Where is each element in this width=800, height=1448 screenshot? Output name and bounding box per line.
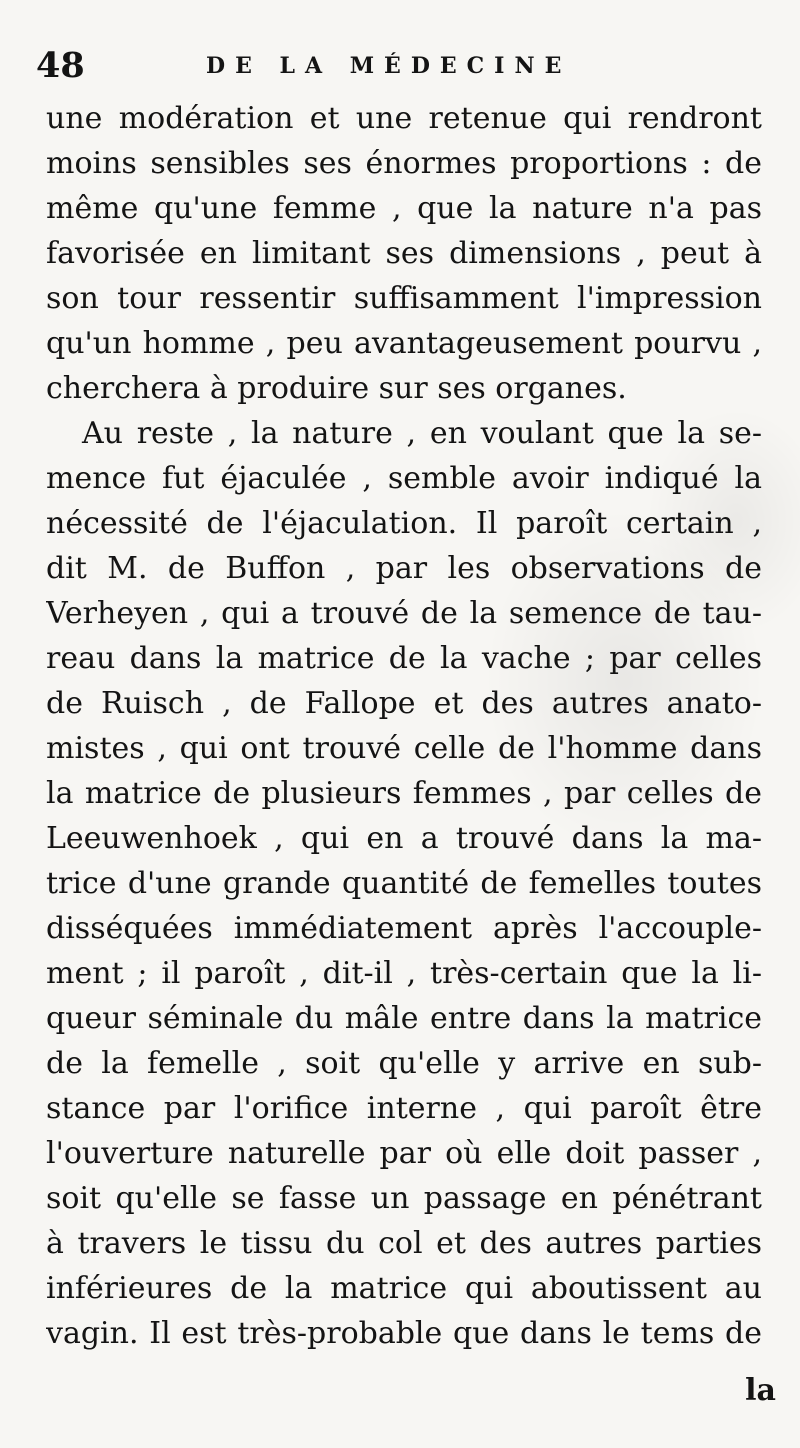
text-line: de la femelle , soit qu'elle y arrive en sub- xyxy=(46,1046,762,1081)
text-line: Au reste , la nature , en voulant que la se- xyxy=(82,416,762,451)
text-line: mistes , qui ont trouvé celle de l'homme dans xyxy=(46,731,762,766)
text-line: reau dans la matrice de la vache ; par celles xyxy=(46,641,762,676)
body-text xyxy=(46,96,762,1356)
text-line: de Ruisch , de Fallope et des autres anato- xyxy=(46,686,762,721)
text-line: l'ouverture naturelle par où elle doit passer , xyxy=(46,1136,762,1171)
text-line: Verheyen , qui a trouvé de la semence de tau- xyxy=(46,596,762,631)
text-line: stance par l'orifice interne , qui paroît être xyxy=(46,1091,762,1126)
text-line: Leeuwenhoek , qui en a trouvé dans la ma- xyxy=(46,821,762,856)
text-line: soit qu'elle se fasse un passage en pénétrant xyxy=(46,1181,762,1216)
text-line: la matrice de plusieurs femmes , par celles de xyxy=(46,776,762,811)
text-line: nécessité de l'éjaculation. Il paroît certain , xyxy=(46,506,762,541)
text-line: trice d'une grande quantité de femelles toutes xyxy=(46,866,762,901)
text-line: à travers le tissu du col et des autres parties xyxy=(46,1226,762,1261)
text-line: qu'un homme , peu avantageusement pourvu , xyxy=(46,326,762,361)
text-line: favorisée en limitant ses dimensions , peut à xyxy=(46,236,762,271)
text-line: cherchera à produire sur ses organes. xyxy=(46,371,627,406)
text-line: même qu'une femme , que la nature n'a pas xyxy=(46,191,762,226)
text-line: vagin. Il est très-probable que dans le tems de xyxy=(46,1316,762,1351)
page-number: 48 xyxy=(36,45,85,86)
text-line: son tour ressentir suffisamment l'impression xyxy=(46,281,762,316)
running-title: DE LA MÉDECINE xyxy=(206,53,572,79)
text-line: inférieures de la matrice qui aboutissent au xyxy=(46,1271,762,1306)
catchword: la xyxy=(745,1373,776,1408)
text-line: une modération et une retenue qui rendront xyxy=(46,101,762,136)
page-header xyxy=(36,44,776,88)
text-line: mence fut éjaculée , semble avoir indiqué la xyxy=(46,461,762,496)
text-line: disséquées immédiatement après l'accouple- xyxy=(46,911,762,946)
text-line: moins sensibles ses énormes proportions : de xyxy=(46,146,762,181)
text-line: dit M. de Buffon , par les observations de xyxy=(46,551,762,586)
text-line: queur séminale du mâle entre dans la matrice xyxy=(46,1001,762,1036)
text-line: ment ; il paroît , dit-il , très-certain que la li- xyxy=(46,956,762,991)
